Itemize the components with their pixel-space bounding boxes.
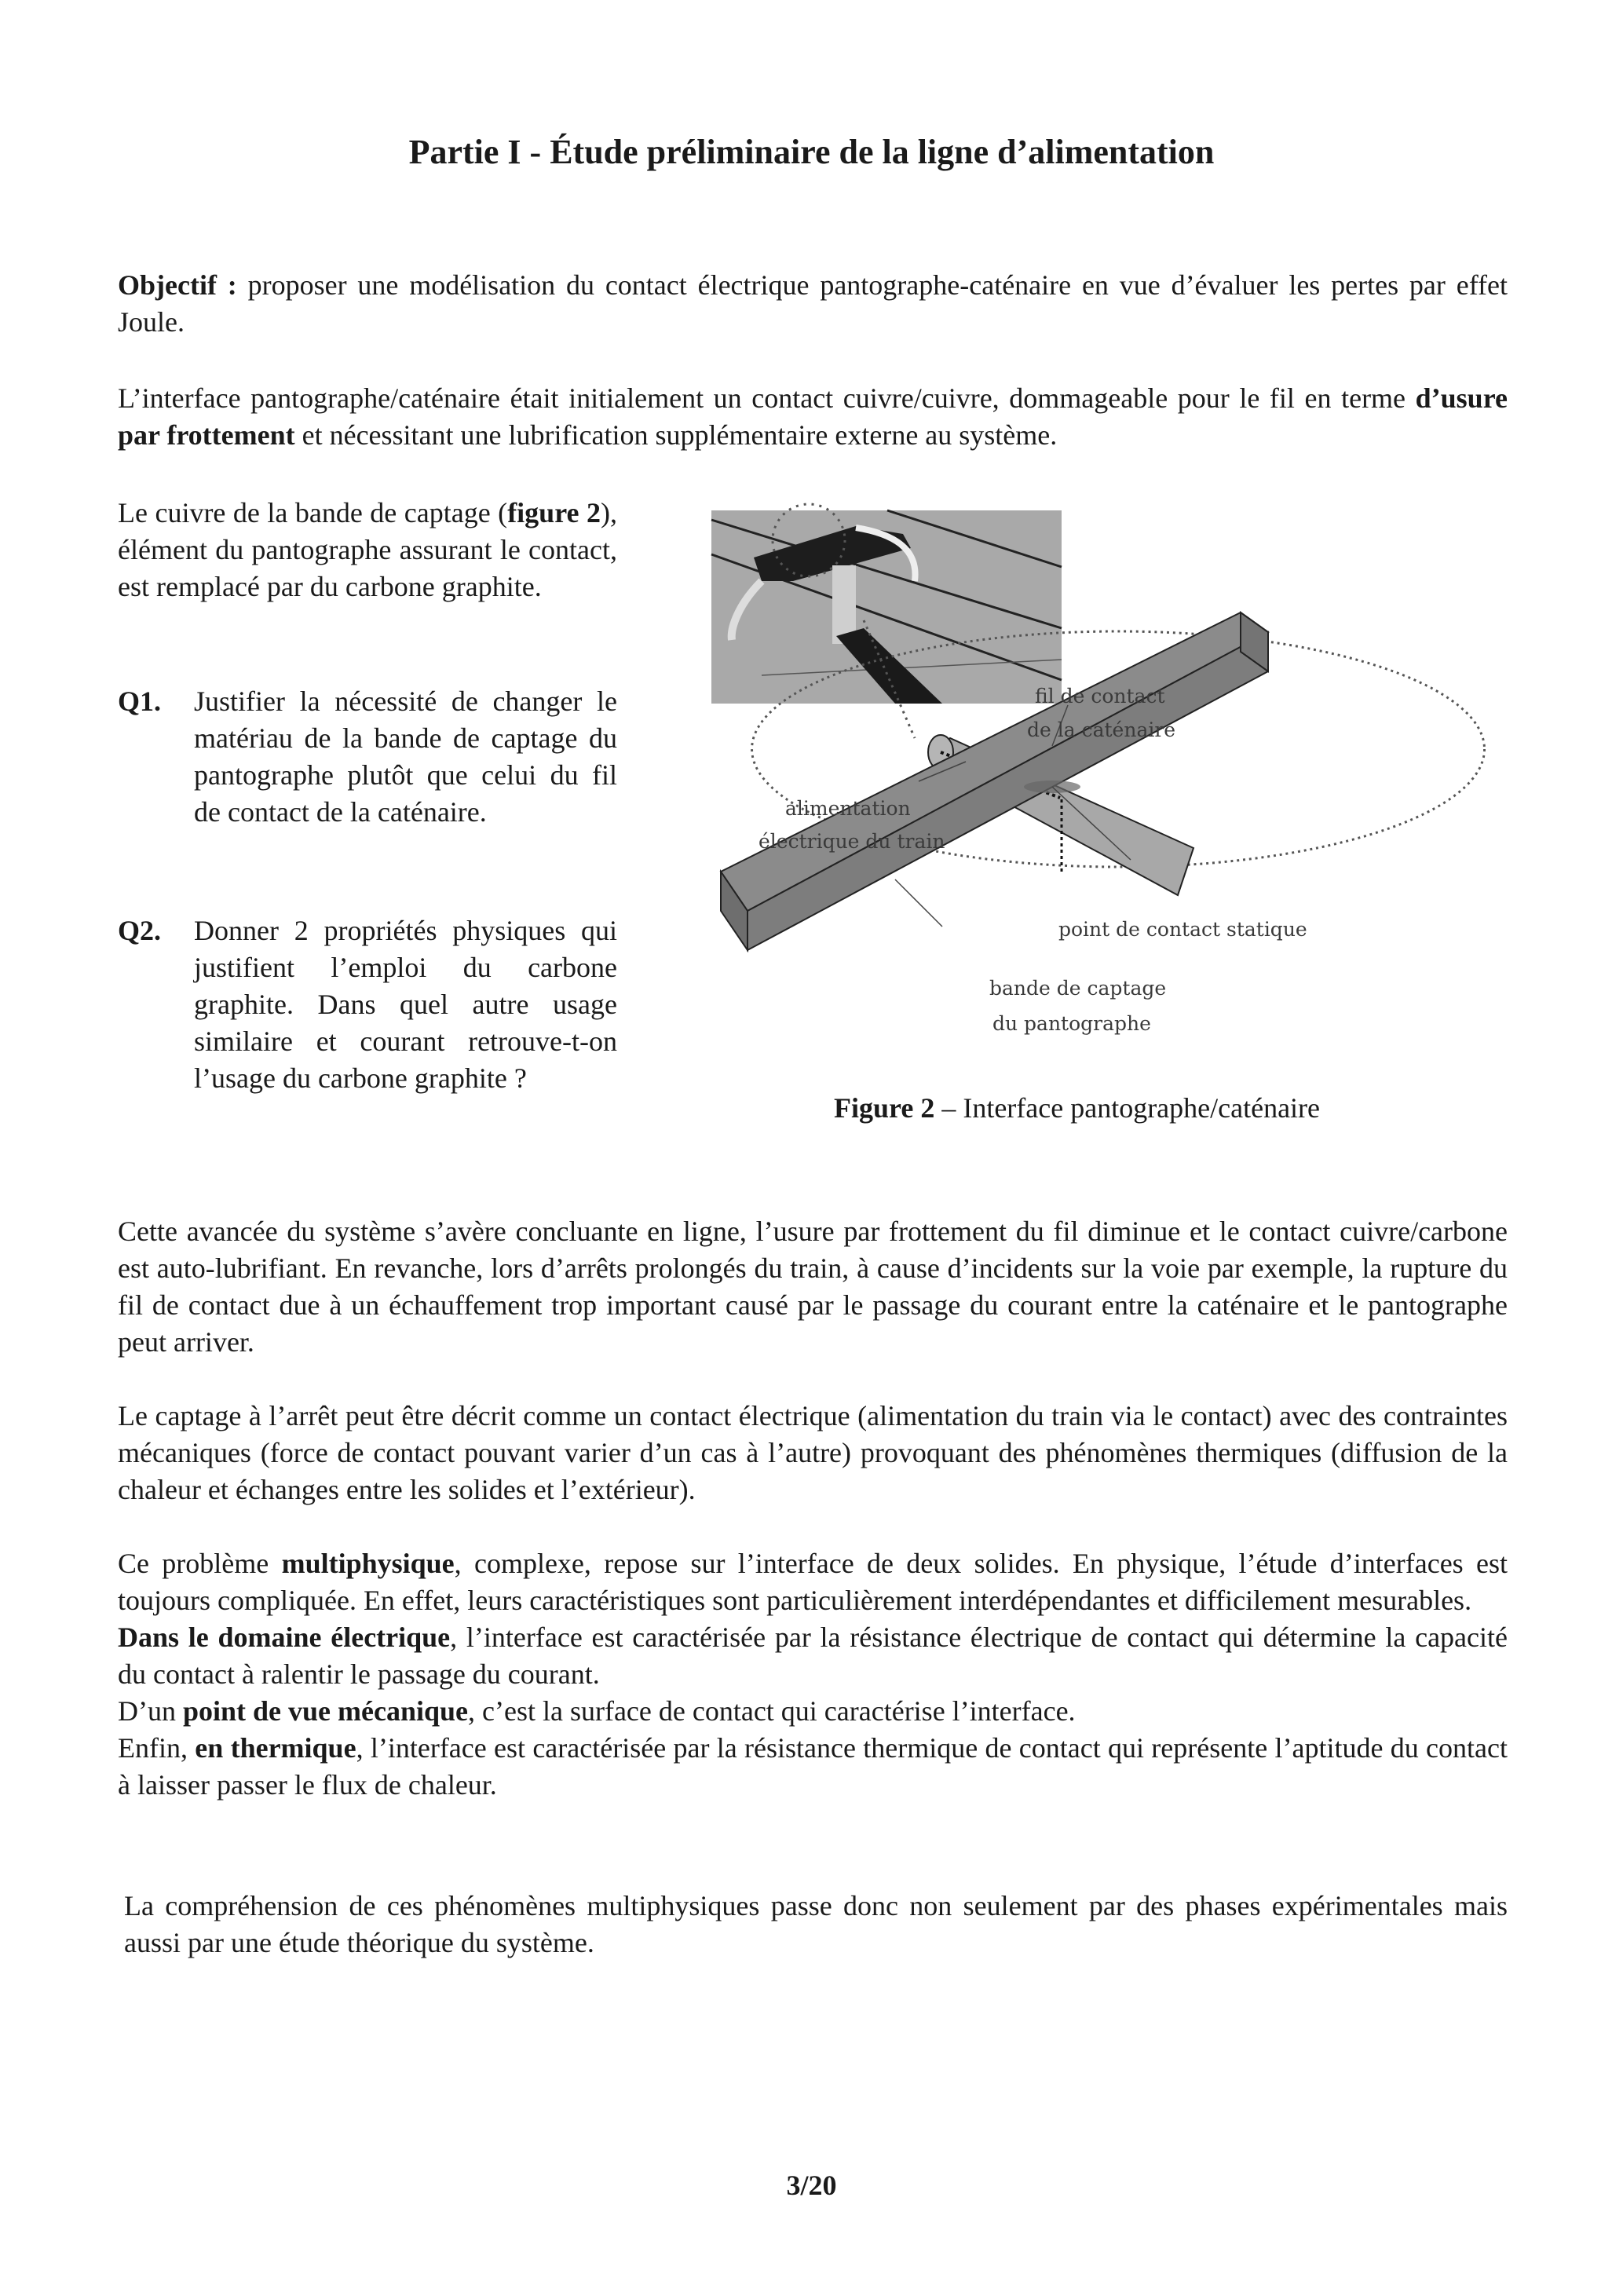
label-contact-wire-2: de la caténaire — [1027, 718, 1176, 741]
copper-paragraph — [118, 495, 617, 605]
text: , l’interface est caractérisée par la résistance thermique de contact qui représente l’aptitude du contact à laisser passer le flux de chaleur. — [118, 1732, 1508, 1801]
bold-term: en thermique — [195, 1732, 356, 1764]
question-text: Justifier la nécessité de changer le matériau de la bande de captage du pantographe plutôt que celui du fil de contact de la caténaire. — [194, 686, 617, 828]
copper-text: Le cuivre de la bande de captage ( — [118, 497, 508, 528]
advance-paragraph: Cette avancée du système s’avère concluante en ligne, l’usure par frottement du fil diminue et le contact cuivre/carbone est auto-lubrifiant. En revanche, lors d’arrêts prolongés du train, à cause d’incidents sur la voie par exemple, la rupture du fil de contact due à un échauffement trop important causé par le passage du courant entre la caténaire et le pantographe peut arriver. — [118, 1216, 1508, 1358]
electrical-line — [118, 1619, 1508, 1693]
multiphysics-line — [118, 1545, 1508, 1619]
page-title: Partie I - Étude préliminaire de la ligne d’alimentation — [408, 133, 1215, 171]
question-label: Q2. — [118, 915, 162, 946]
page-number: 3/20 — [786, 2170, 837, 2201]
text: , complexe, repose sur l’interface de deux solides. En physique, l’étude d’interfaces est toujours compliquée. En effet, leurs caractéristiques sont particulièrement interdépendantes et difficilement mesurables. — [118, 1548, 1508, 1616]
text: Enfin, — [118, 1732, 196, 1764]
multiphysics-paragraph — [118, 1545, 1508, 1804]
figure-caption-label: Figure 2 — [834, 1092, 935, 1124]
bold-term: point de vue mécanique — [183, 1695, 469, 1727]
label-power-supply-2: électrique du train — [758, 830, 945, 853]
interface-bold: d’usure par frottement — [118, 382, 1508, 451]
text: D’un — [118, 1695, 183, 1727]
figure-caption-text: – Interface pantographe/caténaire — [934, 1092, 1321, 1124]
interface-text: L’interface pantographe/caténaire était initialement un contact cuivre/cuivre, dommageable pour le fil en terme — [118, 382, 1416, 414]
comprehension-paragraph: La compréhension de ces phénomènes multiphysiques passe donc non seulement par des phases expérimentales mais aussi par une étude théorique du système. — [124, 1890, 1508, 1958]
interface-paragraph — [118, 380, 1508, 454]
objective-text: proposer une modélisation du contact électrique pantographe-caténaire en vue d’évaluer les pertes par effet Joule. — [118, 269, 1508, 338]
bold-term: multiphysique — [281, 1548, 455, 1579]
capture-paragraph: Le captage à l’arrêt peut être décrit comme un contact électrique (alimentation du train via le contact) avec des contraintes mécaniques (force de contact pouvant varier d’un cas à l’autre) provoquant des phénomènes thermiques (diffusion de la chaleur et échanges entre les solides et l’extérieur). — [118, 1400, 1508, 1505]
text: Ce problème — [118, 1548, 282, 1579]
label-contact-wire-1: fil de contact — [1035, 685, 1165, 707]
figure-reference: figure 2 — [507, 497, 601, 528]
question-label: Q1. — [118, 686, 162, 717]
objective-label: Objectif : — [118, 269, 237, 301]
label-collector-strip-1: bande de captage — [989, 977, 1167, 1000]
text: , c’est la surface de contact qui caractérise l’interface. — [468, 1695, 1076, 1727]
figure-pantograph-interface — [707, 503, 1492, 1068]
mechanical-line — [118, 1693, 1508, 1730]
question-text: Donner 2 propriétés physiques qui justifient l’emploi du carbone graphite. Dans quel autre usage similaire et courant retrouve-t-on l’usage du carbone graphite ? — [194, 915, 617, 1094]
bold-term: Dans le domaine électrique — [118, 1621, 451, 1653]
text: , l’interface est caractérisée par la résistance électrique de contact qui détermine la capacité du contact à ralentir le passage du courant. — [118, 1621, 1508, 1690]
label-power-supply-1: alimentation — [785, 797, 911, 820]
label-collector-strip-2: du pantographe — [992, 1012, 1151, 1035]
figure-caption — [834, 1091, 1320, 1124]
interface-text-end: et nécessitant une lubrification supplémentaire externe au système. — [294, 419, 1058, 451]
label-static-contact-point: point de contact statique — [1058, 918, 1307, 941]
objective-paragraph — [118, 267, 1508, 341]
thermal-line — [118, 1730, 1508, 1804]
copper-text-end: ), élément du pantographe assurant le contact, est remplacé par du carbone graphite. — [118, 497, 617, 602]
